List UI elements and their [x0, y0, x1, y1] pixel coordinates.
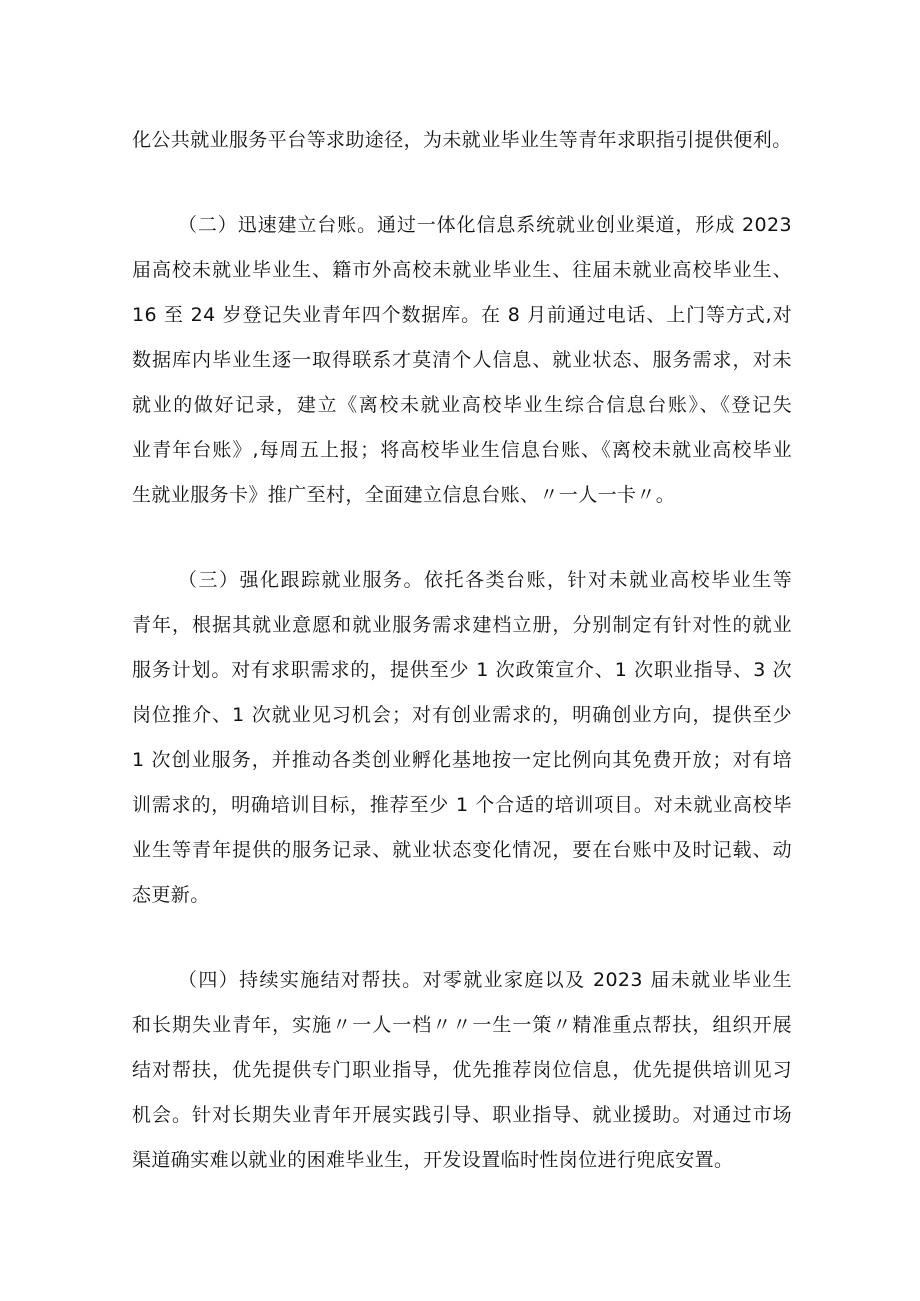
text-line: 16 至 24 岁登记失业青年四个数据库。在 8 月前通过电话、上门等方式,对	[132, 304, 792, 326]
section-heading-line: （三）强化跟踪就业服务。依托各类台账，针对未就业高校毕业生等	[178, 569, 792, 591]
text-line: 态更新。	[132, 884, 210, 906]
paragraph-spacer	[132, 918, 792, 958]
text-line: 机会。针对长期失业青年开展实践引导、职业指导、就业援助。对通过市场	[132, 1104, 792, 1126]
paragraph-spacer	[132, 163, 792, 203]
text-line: 就业的做好记录，建立《离校未就业高校毕业生综合信息台账》、《登记失	[132, 394, 792, 416]
text-line: 青年，根据其就业意愿和就业服务需求建档立册，分别制定有针对性的就业	[132, 614, 792, 636]
paragraph-section-2	[132, 203, 792, 518]
text-line: 和长期失业青年，实施〃一人一档〃〃一生一策〃精准重点帮扶，组织开展	[132, 1014, 792, 1036]
text-line: 业生等青年提供的服务记录、就业状态变化情况，要在台账中及时记载、动	[132, 839, 792, 861]
text-line: 服务计划。对有求职需求的，提供至少 1 次政策宣介、1 次职业指导、3 次	[132, 659, 792, 681]
text-line: 数据库内毕业生逐一取得联系才莫清个人信息、就业状态、服务需求，对未	[132, 349, 792, 371]
text-line: 生就业服务卡》推广至村，全面建立信息台账、〃一人一卡〃。	[132, 484, 676, 506]
text-line: 届高校未就业毕业生、籍市外高校未就业毕业生、往届未就业高校毕业生、	[132, 259, 792, 281]
text-line: 结对帮扶，优先提供专门职业指导，优先推荐岗位信息，优先提供培训见习	[132, 1059, 792, 1081]
document-body	[132, 118, 792, 1183]
paragraph-section-4	[132, 958, 792, 1183]
text-line: 训需求的，明确培训目标，推荐至少 1 个合适的培训项目。对未就业高校毕	[132, 794, 792, 816]
text-line: 业青年台账》,每周五上报；将高校毕业生信息台账、《离校未就业高校毕业	[132, 439, 792, 461]
paragraph-intro-tail	[132, 118, 792, 163]
text-line: 岗位推介、1 次就业见习机会；对有创业需求的，明确创业方向，提供至少	[132, 704, 792, 726]
section-heading-line: （二）迅速建立台账。通过一体化信息系统就业创业渠道，形成 2023	[178, 214, 792, 236]
paragraph-section-3	[132, 558, 792, 918]
text-line: 1 次创业服务，并推动各类创业孵化基地按一定比例向其免费开放；对有培	[132, 749, 792, 771]
text-line: 化公共就业服务平台等求助途径，为未就业毕业生等青年求职指引提供便利。	[132, 129, 792, 151]
text-line: 渠道确实难以就业的困难毕业生，开发设置临时性岗位进行兜底安置。	[132, 1149, 734, 1171]
paragraph-spacer	[132, 518, 792, 558]
section-heading-line: （四）持续实施结对帮扶。对零就业家庭以及 2023 届未就业毕业生	[178, 969, 792, 991]
